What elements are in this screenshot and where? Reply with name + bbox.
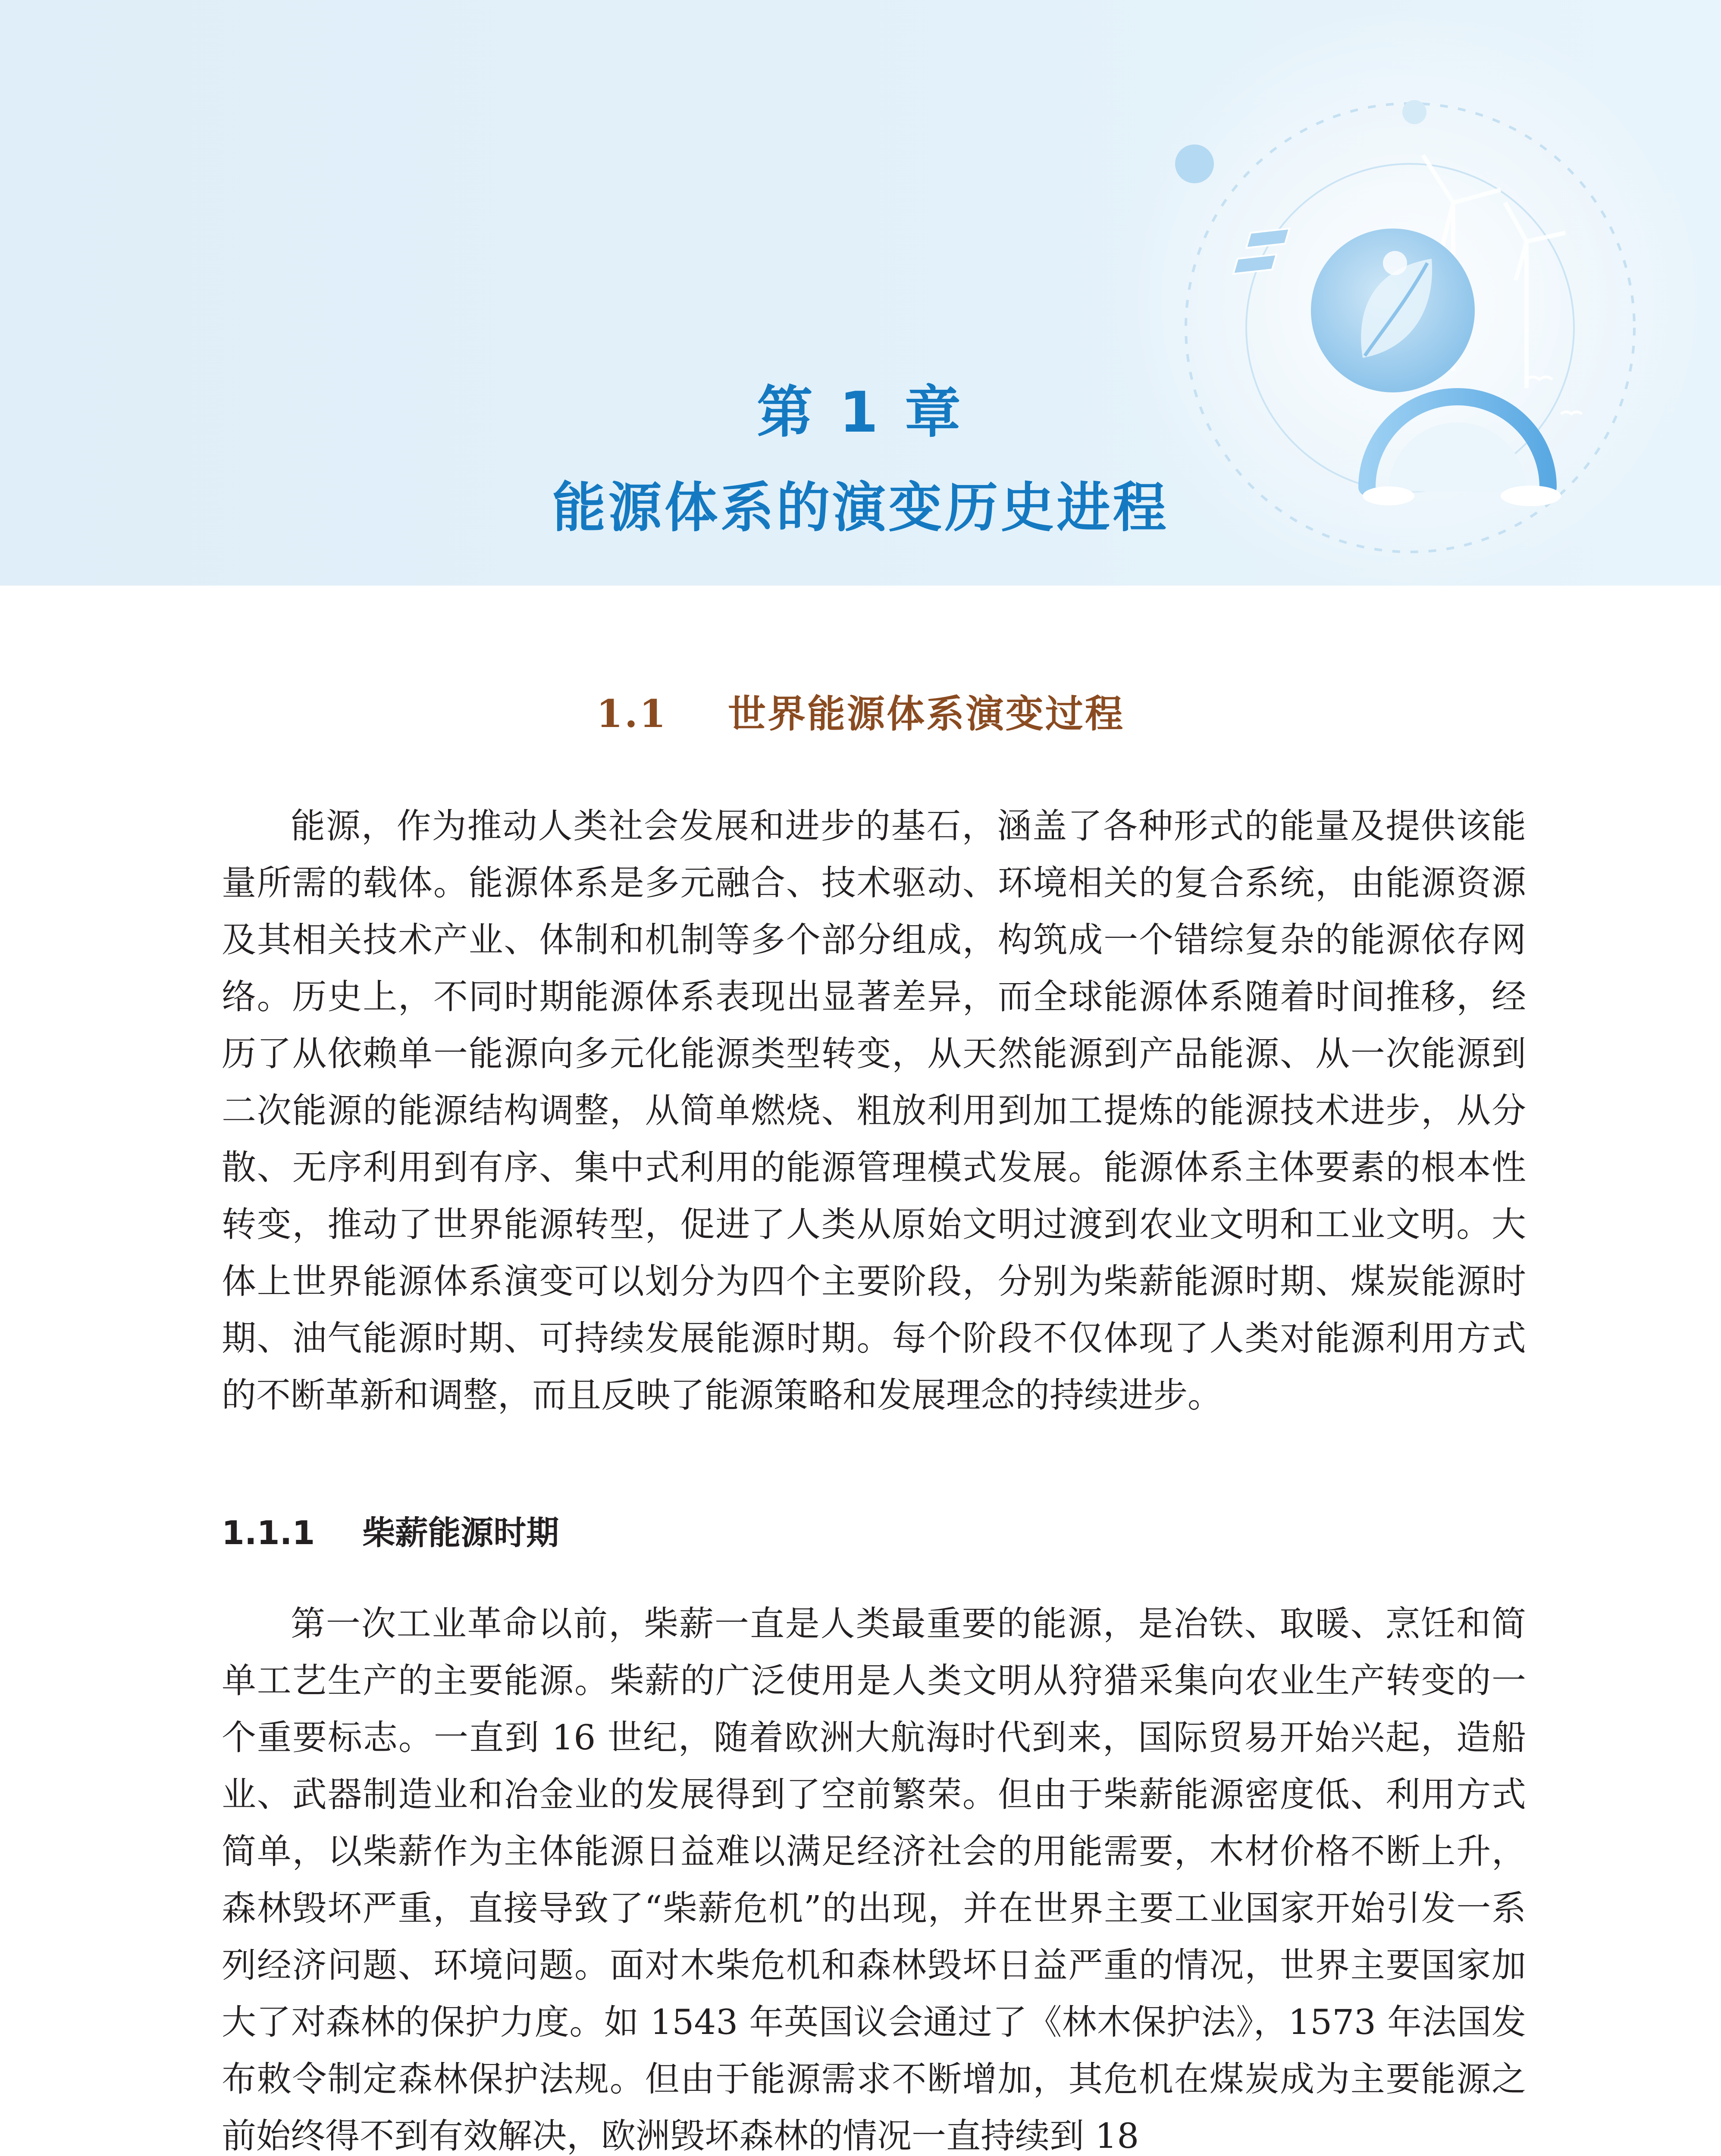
body-paragraph-1: 能源，作为推动人类社会发展和进步的基石，涵盖了各种形式的能量及提供该能量所需的载体。能源体系是多元融合、技术驱动、环境相关的复合系统，由能源资源及其相关技术产业、体制和机制等多个部分组成，构筑成一个错综复杂的能源依存网络。历史上，不同时期能源体系表现出显著差异，而全球能源体系随着时间推移，经历了从依赖单一能源向多元化能源类型转变，从天然能源到产品能源、从一次能源到二次能源的能源结构调整，从简单燃烧、粗放利用到加工提炼的能源技术进步，从分散、无序利用到有序、集中式利用的能源管理模式发展。能源体系主体要素的根本性转变，推动了世界能源转型，促进了人类从原始文明过渡到农业文明和工业文明。大体上世界能源体系演变可以划分为四个主要阶段，分别为柴薪能源时期、煤炭能源时期、油气能源时期、可持续发展能源时期。每个阶段不仅体现了人类对能源利用方式的不断革新和调整，而且反映了能源策略和发展理念的持续进步。: [222, 806, 1526, 1415]
chapter-number: 第 1 章: [757, 379, 964, 445]
section-number: 1.1: [596, 691, 668, 736]
chapter-header-band: [0, 0, 1721, 586]
sparkle-decoration: [1383, 251, 1407, 275]
section-heading: [0, 690, 1721, 737]
subsection-heading: [222, 1511, 559, 1554]
section-title: 世界能源体系演变过程: [728, 691, 1125, 736]
bubble-decoration-small: [1402, 100, 1426, 124]
subsection-title: 柴薪能源时期: [362, 1514, 559, 1552]
chapter-title: 能源体系的演变历史进程: [552, 477, 1169, 539]
subsection-number: 1.1.1: [222, 1514, 315, 1552]
bubble-decoration: [1175, 144, 1214, 183]
body-paragraph-2: 第一次工业革命以前，柴薪一直是人类最重要的能源，是冶铁、取暖、烹饪和简单工艺生产的主要能源。柴薪的广泛使用是人类文明从狩猎采集向农业生产转变的一个重要标志。一直到 16 世纪，随着欧洲大航海时代到来，国际贸易开始兴起，造船业、武器制造业和冶金业的发展得到了空前繁荣。但由于柴薪能源密度低、利用方式简单，以柴薪作为主体能源日益难以满足经济社会的用能需要，木材价格不断上升，森林毁坏严重，直接导致了“柴薪危机”的出现，并在世界主要工业国家开始引发一系列经济问题、环境问题。面对木柴危机和森林毁坏日益严重的情况，世界主要国家加大了对森林的保护力度。如 1543 年英国议会通过了《林木保护法》，1573 年法国发布敕令制定森林保护法规。但由于能源需求不断增加，其危机在煤炭成为主要能源之前始终得不到有效解决，欧洲毁坏森林的情况一直持续到 18: [222, 1604, 1526, 2156]
